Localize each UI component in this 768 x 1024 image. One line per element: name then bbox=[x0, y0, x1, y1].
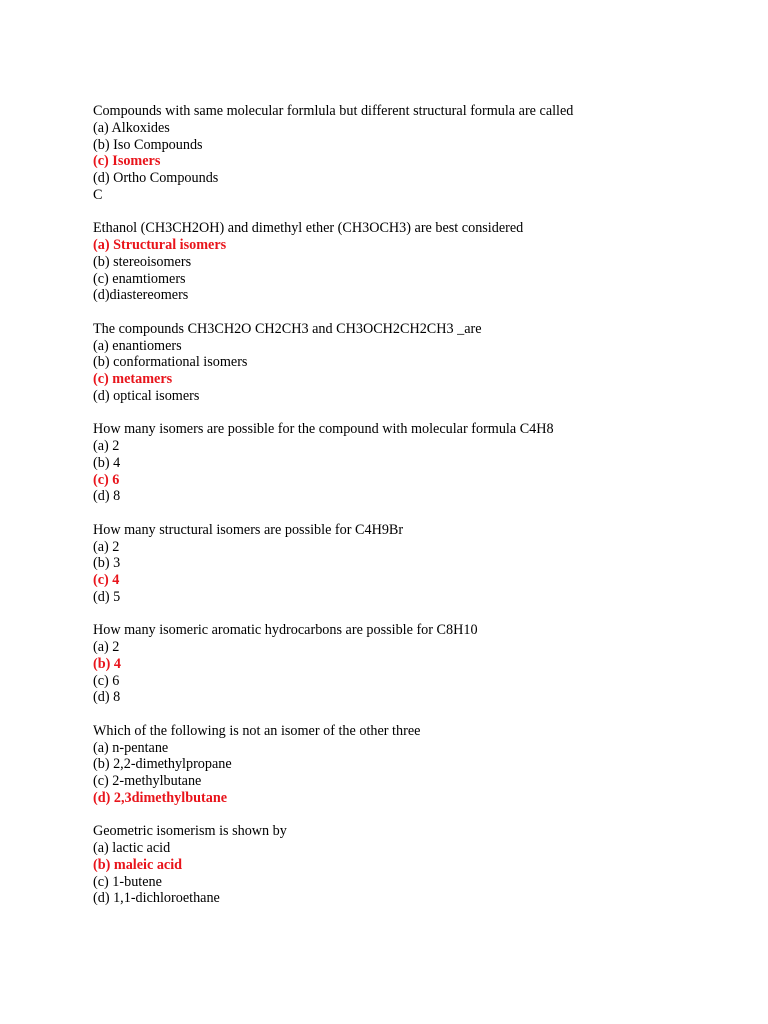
option-a: (a) Alkoxides bbox=[93, 119, 170, 136]
option-d: (d) 8 bbox=[93, 488, 121, 505]
option-d: (d) optical isomers bbox=[93, 387, 200, 404]
option-c-answer: (c) metamers bbox=[93, 371, 173, 387]
option-d-answer: (d) 2,3dimethylbutane bbox=[93, 789, 228, 806]
option-c-answer: (c) 4 bbox=[93, 572, 120, 588]
option-b-answer: (b) 4 bbox=[93, 655, 121, 672]
option-c: (c) enamtiomers bbox=[93, 270, 186, 287]
question-block-5 bbox=[93, 522, 733, 606]
question-block-1 bbox=[93, 103, 733, 204]
option-b: (b) 4 bbox=[93, 454, 121, 471]
answer-note: C bbox=[93, 186, 103, 203]
question-text: The compounds CH3CH2O CH2CH3 and CH3OCH2CH2CH3 _are bbox=[93, 320, 482, 337]
question-block-8 bbox=[93, 823, 733, 907]
option-b: (b) 3 bbox=[93, 555, 121, 572]
option-c-answer: (c) Isomers bbox=[93, 153, 161, 170]
option-a-answer: (a) Structural isomers bbox=[93, 237, 227, 253]
question-block-4 bbox=[93, 421, 733, 505]
option-a: (a) lactic acid bbox=[93, 840, 171, 856]
question-block-3 bbox=[93, 321, 733, 405]
option-b: (b) conformational isomers bbox=[93, 354, 248, 371]
option-d: (d) 5 bbox=[93, 588, 121, 605]
option-a: (a) n-pentane bbox=[93, 739, 169, 756]
question-text: How many isomeric aromatic hydrocarbons are possible for C8H10 bbox=[93, 622, 478, 639]
option-a: (a) 2 bbox=[93, 538, 120, 555]
option-d: (d) 8 bbox=[93, 689, 121, 706]
option-d: (d) Ortho Compounds bbox=[93, 170, 219, 186]
question-text: Geometric isomerism is shown by bbox=[93, 823, 287, 840]
option-b-answer: (b) maleic acid bbox=[93, 856, 183, 873]
question-text: How many structural isomers are possible for C4H9Br bbox=[93, 521, 404, 538]
option-c: (c) 6 bbox=[93, 672, 120, 689]
option-b: (b) 2,2-dimethylpropane bbox=[93, 756, 232, 773]
option-b: (b) Iso Compounds bbox=[93, 136, 203, 153]
document-page bbox=[93, 103, 733, 924]
option-a: (a) enantiomers bbox=[93, 337, 182, 354]
question-text: How many isomers are possible for the compound with molecular formula C4H8 bbox=[93, 421, 554, 438]
question-text: Compounds with same molecular formlula but different structural formula are called bbox=[93, 103, 574, 119]
question-block-7 bbox=[93, 723, 733, 807]
option-d: (d) 1,1-dichloroethane bbox=[93, 890, 220, 907]
option-b: (b) stereoisomers bbox=[93, 253, 192, 270]
option-d: (d)diastereomers bbox=[93, 287, 189, 304]
option-a: (a) 2 bbox=[93, 639, 120, 655]
option-c: (c) 1-butene bbox=[93, 873, 162, 890]
option-c-answer: (c) 6 bbox=[93, 471, 120, 488]
option-c: (c) 2-methylbutane bbox=[93, 773, 202, 789]
option-a: (a) 2 bbox=[93, 438, 120, 454]
question-block-2 bbox=[93, 220, 733, 304]
question-block-6 bbox=[93, 622, 733, 706]
question-text: Which of the following is not an isomer of the other three bbox=[93, 722, 421, 739]
question-text: Ethanol (CH3CH2OH) and dimethyl ether (CH3OCH3) are best considered bbox=[93, 220, 524, 237]
